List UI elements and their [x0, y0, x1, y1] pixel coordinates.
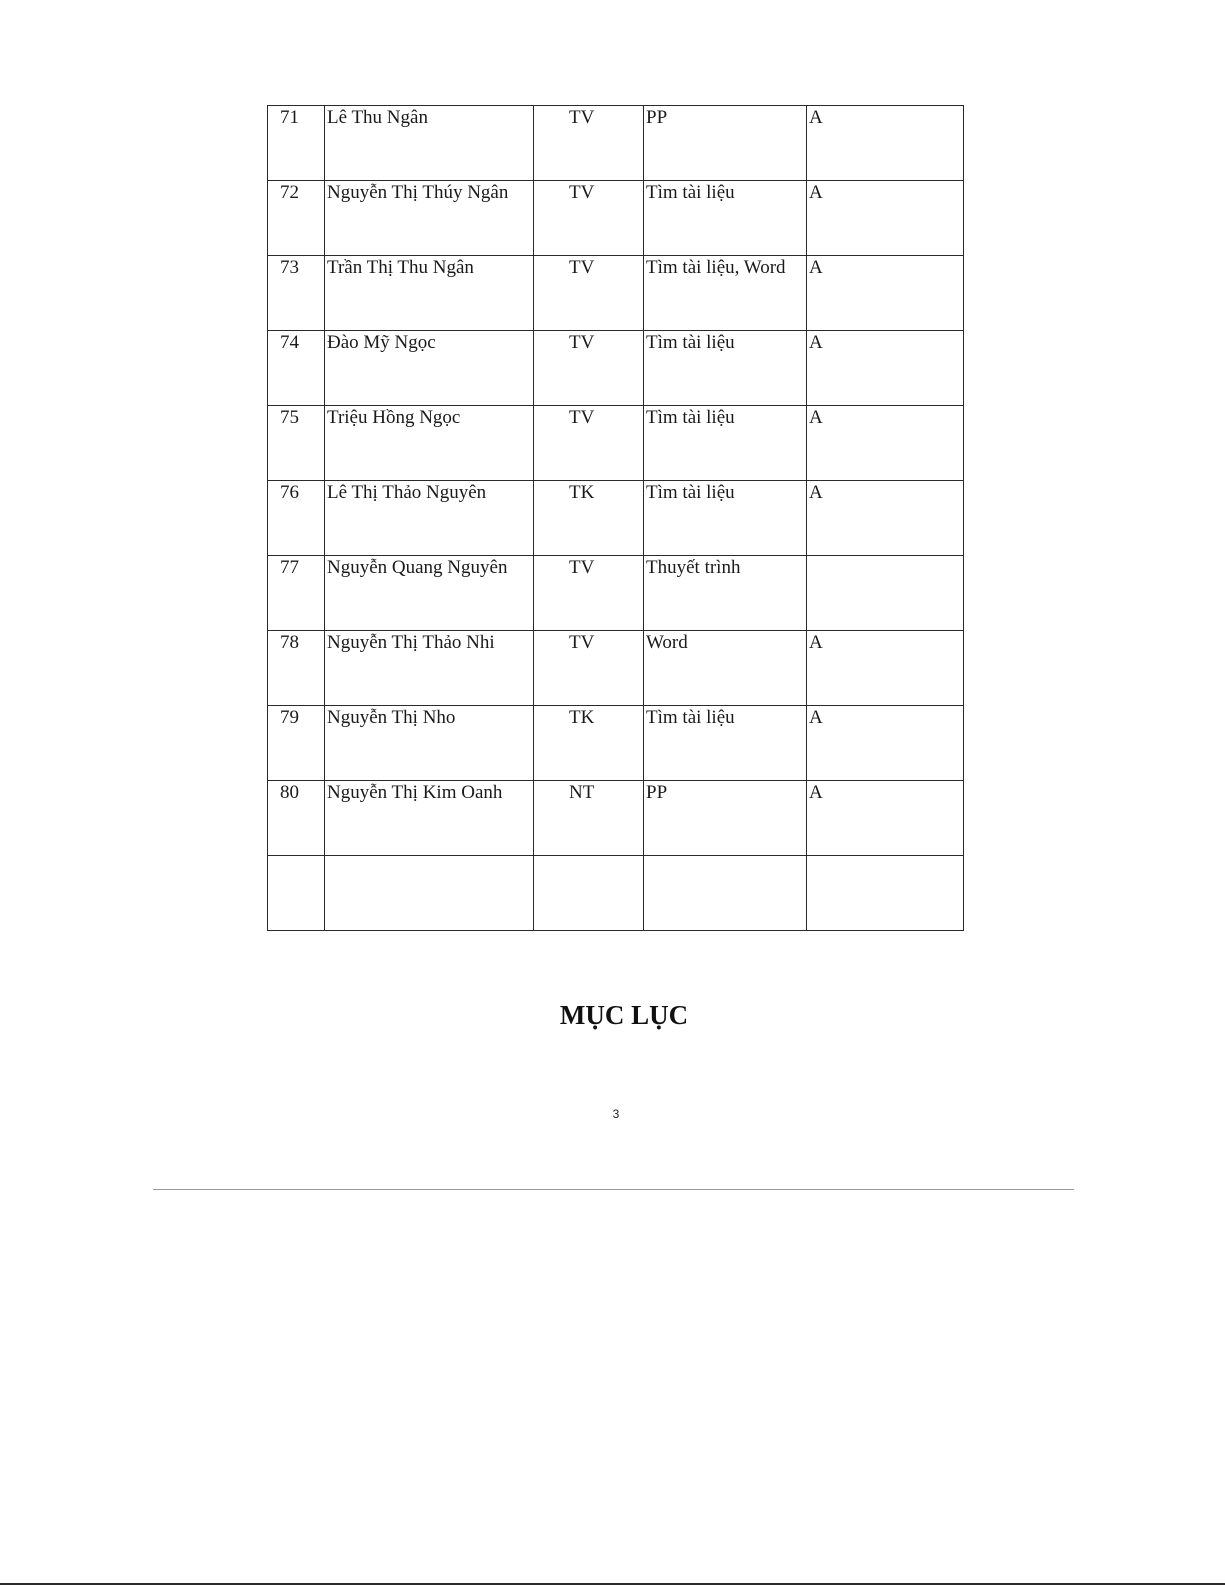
member-name: Lê Thu Ngân	[327, 107, 428, 128]
member-role: TK	[569, 707, 595, 728]
member-name-cell	[325, 331, 534, 406]
member-role-cell	[534, 406, 644, 481]
member-name	[325, 856, 533, 857]
table-row	[268, 781, 964, 856]
table-row	[268, 406, 964, 481]
member-role	[534, 856, 643, 857]
member-role: TV	[569, 407, 595, 428]
member-name-cell	[325, 256, 534, 331]
member-role-cell	[534, 106, 644, 181]
member-task-cell	[644, 631, 807, 706]
member-grade-cell	[807, 556, 964, 631]
table-row	[268, 181, 964, 256]
member-role: TV	[569, 332, 595, 353]
member-grade-cell	[807, 406, 964, 481]
member-task	[644, 856, 806, 857]
member-role: TK	[569, 482, 595, 503]
row-number-cell	[268, 706, 325, 781]
table-row	[268, 106, 964, 181]
row-number-cell	[268, 331, 325, 406]
row-number: 74	[280, 332, 299, 353]
member-task: Thuyết trình	[646, 557, 741, 578]
row-number-cell	[268, 556, 325, 631]
member-grade	[807, 856, 963, 857]
member-name-cell	[325, 631, 534, 706]
member-grade: A	[809, 407, 823, 428]
row-number: 79	[280, 707, 299, 728]
member-role-cell	[534, 331, 644, 406]
member-grade: A	[809, 257, 823, 278]
row-number-cell	[268, 631, 325, 706]
member-name-cell	[325, 406, 534, 481]
member-task-cell	[644, 256, 807, 331]
member-role-cell	[534, 556, 644, 631]
member-task-cell	[644, 706, 807, 781]
member-name-cell	[325, 181, 534, 256]
member-grade	[807, 556, 963, 557]
member-name: Triệu Hồng Ngọc	[327, 407, 461, 428]
member-name-cell	[325, 706, 534, 781]
member-role-cell	[534, 481, 644, 556]
row-number: 80	[280, 782, 299, 803]
row-number-cell	[268, 106, 325, 181]
member-task: Tìm tài liệu, Word	[646, 257, 786, 278]
member-name-cell	[325, 106, 534, 181]
member-name-cell	[325, 556, 534, 631]
table-row	[268, 631, 964, 706]
member-task-cell	[644, 406, 807, 481]
member-name: Nguyễn Thị Kim Oanh	[327, 782, 503, 803]
member-name: Nguyễn Thị Thảo Nhi	[327, 632, 495, 653]
row-number-cell	[268, 481, 325, 556]
member-task-cell	[644, 331, 807, 406]
row-number: 76	[280, 482, 299, 503]
member-task: Tìm tài liệu	[646, 407, 735, 428]
member-task: Tìm tài liệu	[646, 332, 735, 353]
member-role: NT	[569, 782, 595, 803]
member-task: Word	[646, 632, 688, 653]
member-name: Trần Thị Thu Ngân	[327, 257, 474, 278]
member-grade: A	[809, 182, 823, 203]
table-row	[268, 256, 964, 331]
member-task-cell	[644, 556, 807, 631]
row-number: 75	[280, 407, 299, 428]
table-row	[268, 481, 964, 556]
member-name-cell	[325, 481, 534, 556]
row-number: 71	[280, 107, 299, 128]
member-name: Nguyễn Quang Nguyên	[327, 557, 508, 578]
member-grade: A	[809, 632, 823, 653]
member-task: Tìm tài liệu	[646, 482, 735, 503]
member-grade-cell	[807, 106, 964, 181]
row-number: 72	[280, 182, 299, 203]
member-role-cell	[534, 706, 644, 781]
member-name-cell	[325, 781, 534, 856]
row-number: 78	[280, 632, 299, 653]
members-table	[267, 105, 964, 931]
member-role: TV	[569, 107, 595, 128]
row-number-cell	[268, 181, 325, 256]
member-task: PP	[646, 107, 668, 128]
page-number: 3	[612, 1107, 620, 1121]
member-task-cell	[644, 781, 807, 856]
member-grade-cell	[807, 631, 964, 706]
member-task-cell	[644, 856, 807, 931]
member-task: PP	[646, 782, 668, 803]
member-grade-cell	[807, 706, 964, 781]
row-number	[268, 856, 324, 857]
member-grade: A	[809, 782, 823, 803]
member-name: Nguyễn Thị Thúy Ngân	[327, 182, 509, 203]
member-grade: A	[809, 332, 823, 353]
member-task: Tìm tài liệu	[646, 707, 735, 728]
row-number: 77	[280, 557, 299, 578]
members-table-body	[268, 106, 964, 931]
member-grade-cell	[807, 181, 964, 256]
member-grade-cell	[807, 331, 964, 406]
member-name-cell	[325, 856, 534, 931]
member-role-cell	[534, 256, 644, 331]
page-divider	[153, 1189, 1074, 1190]
member-grade-cell	[807, 481, 964, 556]
table-row	[268, 331, 964, 406]
member-grade-cell	[807, 856, 964, 931]
row-number-cell	[268, 406, 325, 481]
member-grade: A	[809, 482, 823, 503]
row-number: 73	[280, 257, 299, 278]
member-role: TV	[569, 632, 595, 653]
row-number-cell	[268, 256, 325, 331]
member-task-cell	[644, 106, 807, 181]
member-role-cell	[534, 856, 644, 931]
table-row	[268, 556, 964, 631]
row-number-cell	[268, 856, 325, 931]
member-role-cell	[534, 781, 644, 856]
member-grade-cell	[807, 256, 964, 331]
member-role: TV	[569, 257, 595, 278]
member-role: TV	[569, 557, 595, 578]
member-grade: A	[809, 107, 823, 128]
member-task: Tìm tài liệu	[646, 182, 735, 203]
member-grade: A	[809, 707, 823, 728]
toc-heading: MỤC LỤC	[559, 1000, 689, 1030]
member-task-cell	[644, 181, 807, 256]
member-role-cell	[534, 181, 644, 256]
member-role: TV	[569, 182, 595, 203]
member-role-cell	[534, 631, 644, 706]
table-row-empty	[268, 856, 964, 931]
member-grade-cell	[807, 781, 964, 856]
member-task-cell	[644, 481, 807, 556]
row-number-cell	[268, 781, 325, 856]
member-name: Lê Thị Thảo Nguyên	[327, 482, 487, 503]
member-name: Đào Mỹ Ngọc	[327, 332, 436, 353]
table-row	[268, 706, 964, 781]
member-name: Nguyễn Thị Nho	[327, 707, 456, 728]
